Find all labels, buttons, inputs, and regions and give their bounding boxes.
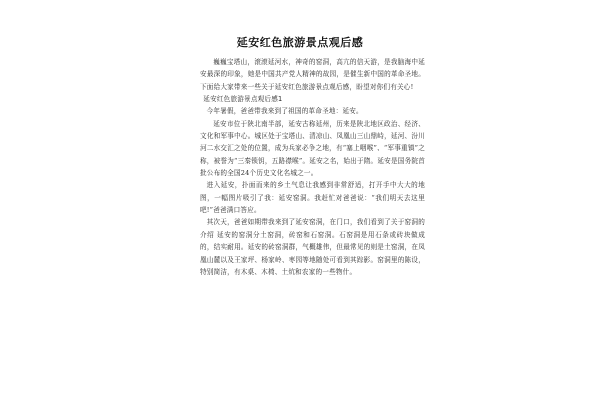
paragraph: 其次天，爸爸如期带我来到了延安窑洞，在门口，我们看到了关于窑洞的介绍 延安的窑洞分土窑洞，砖窑和石窑洞。石窑洞是用石条或砖块做成的，结实耐用。延安的砖窑洞群，气概雄伟，但最常见的则是土窑洞，在凤凰山麓以及王家坪、杨家岭、枣园等地随处可看到其踪影。窑洞里的陈设，特别简洁，有木桌、木椅、土炕和农家的一些物什。 [200, 218, 425, 276]
intro-paragraph: 巍巍宝塔山，滚滚延河水，神奇的窑洞，高亢的信天游，是我脑海中延安最深的印象，她是中国共产党人精神的故园，是催生新中国的革命圣地。下面给大家带来一些关于延安红色旅游景点观后感，盼望对你们有关心! [200, 58, 425, 91]
paragraph: 进入延安，扑面而来的乡土气息让我感到非常舒适，打开手中大大的地图，一幅图片吸引了我：延安窑洞。我赶忙对爸爸说：“我们明天去这里吧!”爸爸满口答应。 [200, 181, 425, 215]
paragraph: 今年暑假，爸爸带我来到了祖国的革命圣地：延安。 [206, 107, 363, 116]
document-body [200, 56, 425, 278]
section-heading: 延安红色旅游景点观后感1 [203, 95, 283, 104]
paragraph: 延安市位于陕北南半部，延安古称延州，历来是陕北地区政治、经济、文化和军事中心。城区处于宝塔山、清凉山、凤凰山三山鼎峙，延河、汾川河二水交汇之处的位置，成为兵家必争之地，有“塞上咽喉”、“军事重镇”之称，被誉为“三秦锁钥，五路襟喉”。延安之名，始出于隋。延安是国务院首批公布的全国24个历史文化名城之一。 [200, 119, 425, 178]
document-title: 延安红色旅游景点观后感 [236, 36, 364, 49]
